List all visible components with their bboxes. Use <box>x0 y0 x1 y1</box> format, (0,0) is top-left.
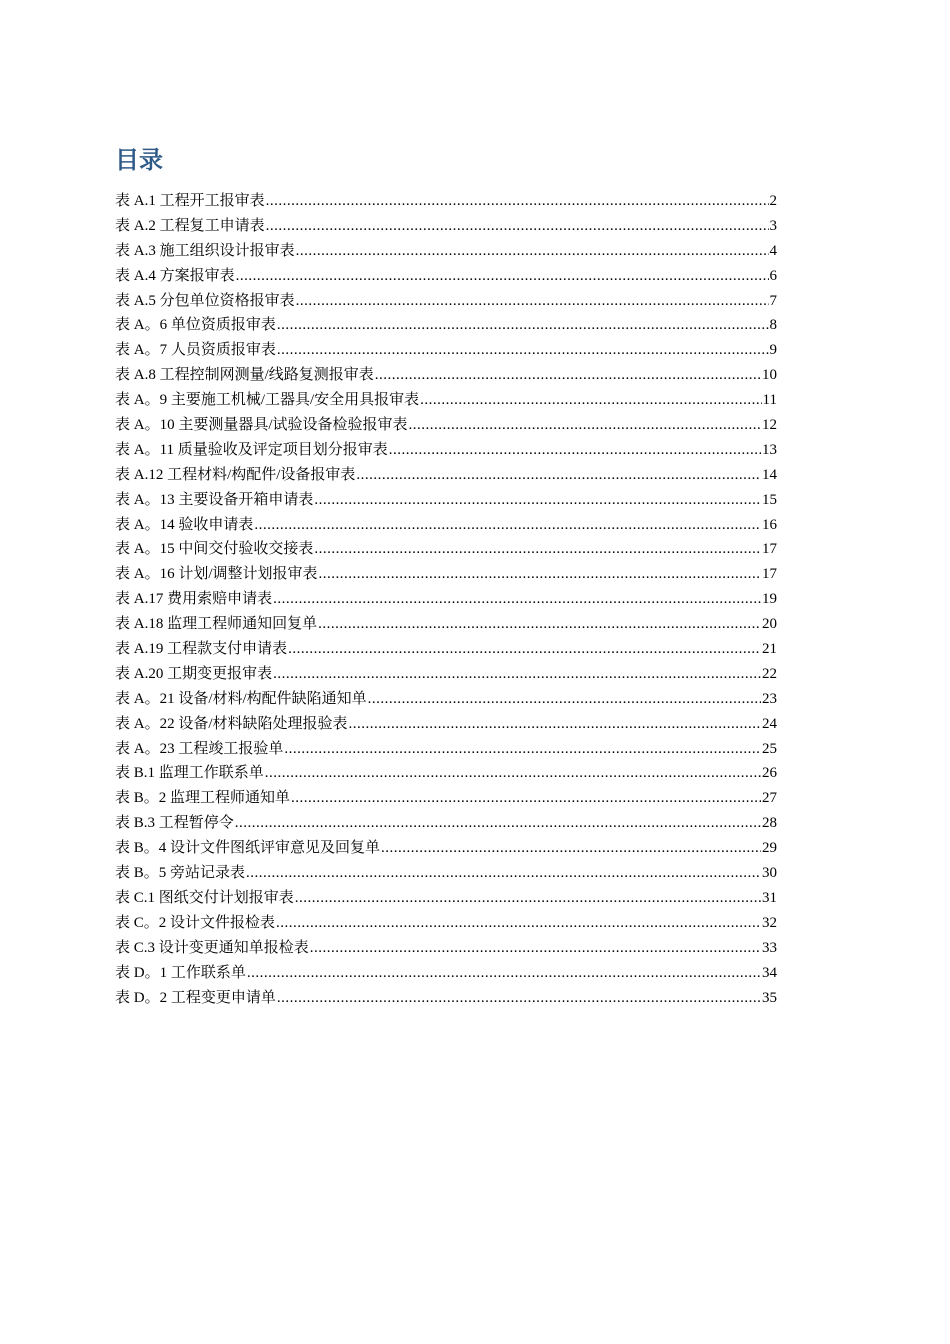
toc-entry[interactable] <box>115 936 777 961</box>
toc-entry-page-number: 8 <box>769 317 777 334</box>
toc-entry-page-number: 10 <box>762 367 777 384</box>
toc-entry-label: 表 B.3 工程暂停令 <box>115 815 234 832</box>
toc-entry-label: 表 B.1 监理工作联系单 <box>115 765 264 782</box>
toc-leader-dots <box>276 911 761 936</box>
toc-entry-label: 表 A。10 主要测量器具/试验设备检验报审表 <box>115 417 408 434</box>
toc-entry-label: 表 A.17 费用索赔申请表 <box>115 591 273 608</box>
toc-entry-page-number: 28 <box>762 815 777 832</box>
toc-entry[interactable] <box>115 189 777 214</box>
toc-entry[interactable] <box>115 313 777 338</box>
toc-entry-page-number: 17 <box>762 566 777 583</box>
toc-entry[interactable] <box>115 562 777 587</box>
toc-leader-dots <box>277 986 761 1011</box>
toc-entry-label: 表 A。13 主要设备开箱申请表 <box>115 491 314 508</box>
toc-entry-label: 表 A.2 工程复工申请表 <box>115 217 265 234</box>
toc-entry[interactable] <box>115 513 777 538</box>
toc-entry-page-number: 20 <box>762 616 777 633</box>
toc-entry-page-number: 31 <box>762 889 777 906</box>
toc-entry[interactable] <box>115 662 777 687</box>
toc-entry-label: 表 A。15 中间交付验收交接表 <box>115 541 314 558</box>
toc-entry-page-number: 21 <box>762 641 777 658</box>
toc-entry-label: 表 B。5 旁站记录表 <box>115 865 246 882</box>
toc-leader-dots <box>291 786 761 811</box>
toc-leader-dots <box>236 264 769 289</box>
toc-leader-dots <box>409 413 761 438</box>
toc-leader-dots <box>284 737 761 762</box>
toc-entry-label: 表 A。16 计划/调整计划报审表 <box>115 566 318 583</box>
toc-entry-page-number: 34 <box>762 964 777 981</box>
toc-entry[interactable] <box>115 861 777 886</box>
toc-entry[interactable] <box>115 712 777 737</box>
toc-leader-dots <box>375 363 761 388</box>
toc-entry[interactable] <box>115 911 777 936</box>
toc-leader-dots <box>420 388 761 413</box>
toc-entry-page-number: 9 <box>769 342 777 359</box>
toc-leader-dots <box>318 612 761 637</box>
toc-entry-label: 表 A.5 分包单位资格报审表 <box>115 292 295 309</box>
toc-entry[interactable] <box>115 463 777 488</box>
toc-entry[interactable] <box>115 289 777 314</box>
toc-entry[interactable] <box>115 537 777 562</box>
toc-entry-label: 表 B。2 监理工程师通知单 <box>115 790 291 807</box>
toc-entry-label: 表 C.1 图纸交付计划报审表 <box>115 889 294 906</box>
toc-entry-label: 表 C。2 设计文件报检表 <box>115 914 276 931</box>
toc-entry-page-number: 29 <box>762 840 777 857</box>
toc-entry[interactable] <box>115 214 777 239</box>
toc-entry-label: 表 A。14 验收申请表 <box>115 516 254 533</box>
toc-entry-page-number: 23 <box>762 690 777 707</box>
toc-entry-page-number: 16 <box>762 516 777 533</box>
toc-entry-page-number: 15 <box>762 491 777 508</box>
toc-leader-dots <box>266 189 769 214</box>
toc-entry[interactable] <box>115 637 777 662</box>
toc-entry[interactable] <box>115 961 777 986</box>
toc-entry[interactable] <box>115 338 777 363</box>
toc-entry-page-number: 11 <box>762 392 777 409</box>
toc-entry[interactable] <box>115 687 777 712</box>
toc-entry-label: 表 A。11 质量验收及评定项目划分报审表 <box>115 441 388 458</box>
toc-entry-label: 表 B。4 设计文件图纸评审意见及回复单 <box>115 840 381 857</box>
toc-leader-dots <box>296 289 769 314</box>
toc-leader-dots <box>349 712 761 737</box>
toc-entry-label: 表 A。22 设备/材料缺陷处理报验表 <box>115 715 348 732</box>
toc-leader-dots <box>265 761 761 786</box>
toc-entry[interactable] <box>115 264 777 289</box>
toc-entry-page-number: 30 <box>762 865 777 882</box>
toc-leader-dots <box>277 338 769 363</box>
toc-leader-dots <box>247 961 761 986</box>
toc-entry-page-number: 33 <box>762 939 777 956</box>
toc-entry[interactable] <box>115 786 777 811</box>
toc-entry-label: 表 A。23 工程竣工报验单 <box>115 740 284 757</box>
toc-leader-dots <box>310 936 761 961</box>
toc-leader-dots <box>389 438 761 463</box>
toc-leader-dots <box>368 687 761 712</box>
toc-entry[interactable] <box>115 737 777 762</box>
toc-entry-label: 表 A。21 设备/材料/构配件缺陷通知单 <box>115 690 367 707</box>
toc-entry-page-number: 14 <box>762 466 777 483</box>
toc-entry[interactable] <box>115 388 777 413</box>
toc-entry[interactable] <box>115 761 777 786</box>
toc-entry-label: 表 A.12 工程材料/构配件/设备报审表 <box>115 466 356 483</box>
toc-entry[interactable] <box>115 239 777 264</box>
toc-entry[interactable] <box>115 886 777 911</box>
toc-leader-dots <box>319 562 761 587</box>
toc-leader-dots <box>288 637 761 662</box>
toc-leader-dots <box>314 537 761 562</box>
toc-entry-label: 表 A。6 单位资质报审表 <box>115 317 276 334</box>
toc-leader-dots <box>296 239 769 264</box>
toc-entry-label: 表 A.4 方案报审表 <box>115 267 235 284</box>
toc-entry-page-number: 26 <box>762 765 777 782</box>
toc-entry-label: 表 A.1 工程开工报审表 <box>115 193 265 209</box>
toc-entry-page-number: 4 <box>769 242 777 259</box>
toc-entry-page-number: 25 <box>762 740 777 757</box>
toc-leader-dots <box>266 214 769 239</box>
toc-leader-dots <box>273 587 761 612</box>
toc-entry-label: 表 C.3 设计变更通知单报检表 <box>115 939 309 956</box>
toc-entry-page-number: 24 <box>762 715 777 732</box>
toc-entry-page-number: 13 <box>762 441 777 458</box>
toc-entry-label: 表 A。7 人员资质报审表 <box>115 342 276 359</box>
toc-title: 目录 <box>115 146 163 174</box>
toc-entry-page-number: 2 <box>769 193 777 209</box>
toc-leader-dots <box>295 886 761 911</box>
toc-entry[interactable] <box>115 811 777 836</box>
toc-entry-label: 表 A.3 施工组织设计报审表 <box>115 242 295 259</box>
toc-entry[interactable] <box>115 488 777 513</box>
toc-entry-page-number: 22 <box>762 665 777 682</box>
toc-entry-page-number: 12 <box>762 417 777 434</box>
toc-leader-dots <box>356 463 761 488</box>
toc-entry[interactable] <box>115 438 777 463</box>
toc-entry-page-number: 6 <box>769 267 777 284</box>
toc-entry-page-number: 7 <box>769 292 777 309</box>
toc-entry-label: 表 D。1 工作联系单 <box>115 964 246 981</box>
toc-list <box>115 189 777 1010</box>
toc-leader-dots <box>235 811 761 836</box>
toc-leader-dots <box>314 488 761 513</box>
toc-entry-page-number: 35 <box>762 989 777 1006</box>
toc-leader-dots <box>254 513 761 538</box>
toc-leader-dots <box>273 662 761 687</box>
toc-entry[interactable] <box>115 363 777 388</box>
toc-entry-label: 表 D。2 工程变更申请单 <box>115 989 276 1006</box>
toc-entry-page-number: 27 <box>762 790 777 807</box>
toc-entry-label: 表 A。9 主要施工机械/工器具/安全用具报审表 <box>115 392 420 409</box>
toc-entry[interactable] <box>115 587 777 612</box>
toc-entry-page-number: 32 <box>762 914 777 931</box>
toc-entry[interactable] <box>115 612 777 637</box>
toc-entry[interactable] <box>115 413 777 438</box>
toc-entry-label: 表 A.18 监理工程师通知回复单 <box>115 616 318 633</box>
toc-entry[interactable] <box>115 986 777 1011</box>
toc-entry-label: 表 A.20 工期变更报审表 <box>115 665 273 682</box>
toc-leader-dots <box>246 861 761 886</box>
toc-entry-page-number: 19 <box>762 591 777 608</box>
toc-entry-page-number: 17 <box>762 541 777 558</box>
toc-entry[interactable] <box>115 836 777 861</box>
toc-entry-label: 表 A.8 工程控制网测量/线路复测报审表 <box>115 367 374 384</box>
toc-leader-dots <box>277 313 769 338</box>
toc-leader-dots <box>381 836 761 861</box>
toc-entry-page-number: 3 <box>769 217 777 234</box>
toc-entry-label: 表 A.19 工程款支付申请表 <box>115 641 288 658</box>
